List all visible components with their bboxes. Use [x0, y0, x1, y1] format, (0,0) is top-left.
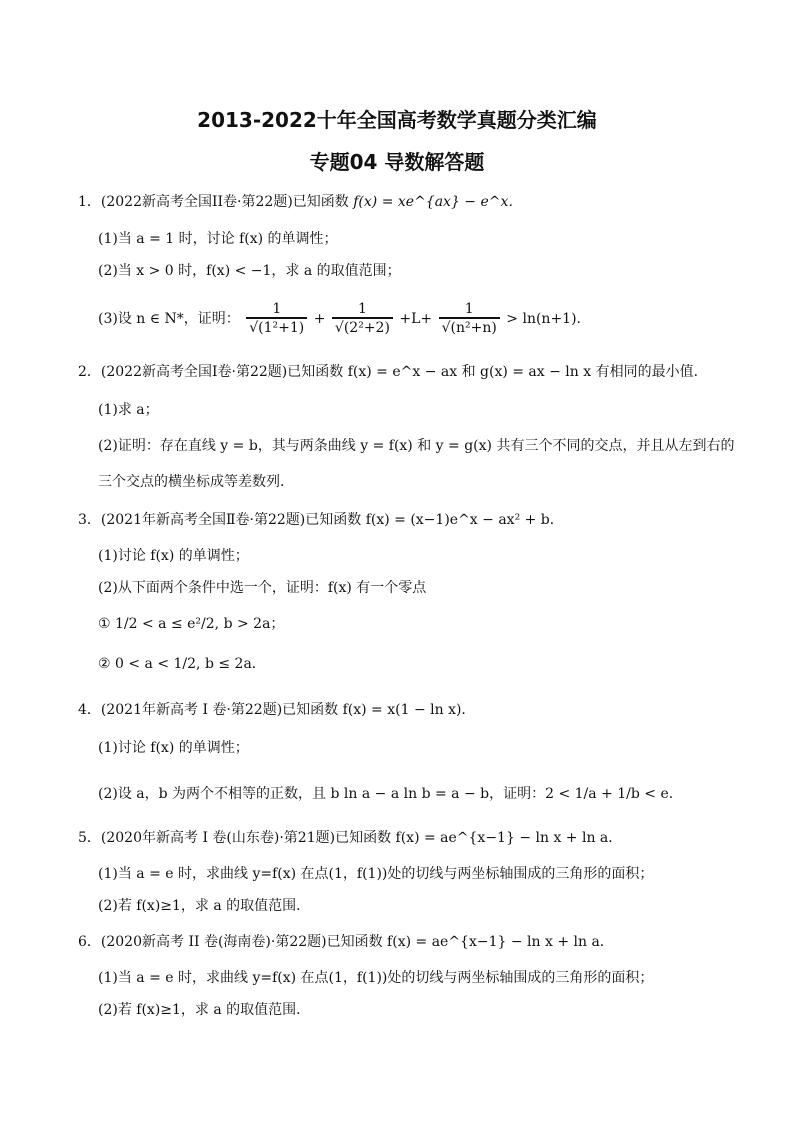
fraction-term-1 — [246, 301, 307, 337]
question-1-inequality-tail: > ln(n+1)． — [506, 311, 591, 327]
question-2-stem: 2．(2022新高考全国I卷·第22题)已知函数 f(x) = e^x − ax 和 g(x) = ax − ln x 有相同的最小值． — [78, 364, 708, 380]
fraction-term-n-numerator: 1 — [439, 301, 500, 318]
fraction-term-n — [439, 301, 500, 337]
fraction-term-2-numerator: 1 — [332, 301, 393, 318]
question-4-stem: 4．(2021年新高考 I 卷·第22题)已知函数 f(x) = x(1 − ln x)． — [78, 702, 476, 718]
fraction-term-2 — [332, 301, 393, 337]
document-subtitle: 专题04 导数解答题 — [309, 150, 485, 174]
question-6-stem: 6．(2020新高考 II 卷(海南卷)·第22题)已知函数 f(x) = ae^{x−1} − ln x + ln a． — [78, 934, 614, 950]
question-1-part-3-text: (3)设 n ∈ N*，证明： — [98, 311, 240, 327]
question-4-part-2: (2)设 a，b 为两个不相等的正数，且 b ln a − a ln b = a − b，证明：2 < 1/a + 1/b < e． — [98, 786, 683, 802]
question-1-ellipsis: +L+ — [399, 311, 433, 327]
question-2-part-2-cont: 三个交点的横坐标成等差数列． — [98, 474, 294, 490]
question-3-condition-1: ① 1/2 < a ≤ e²/2, b > 2a； — [98, 616, 285, 632]
question-2-part-2: (2)证明：存在直线 y = b，其与两条曲线 y = f(x) 和 y = g(x) 共有三个不同的交点，并且从左到右的 — [98, 438, 735, 454]
question-1-part-3: (3)设 n ∈ N*，证明： $\frac{1}{\text{√(1²+1)}}$ + $\frac{1}{\text{√(2²+2)}}$ +L+ $\frac{1}{\text{√(n²+n)}}$ > ln(n+1)． — [98, 301, 591, 336]
document-title: 2013-2022十年全国高考数学真题分类汇编 — [197, 108, 597, 132]
question-5-part-1: (1)当 a = e 时，求曲线 y=f(x) 在点(1，f(1))处的切线与两坐标轴围成的三角形的面积； — [98, 866, 654, 882]
question-1-part-2: (2)当 x > 0 时，f(x) < −1，求 a 的取值范围； — [98, 263, 401, 279]
question-5-stem: 5．(2020年新高考 I 卷(山东卷)·第21题)已知函数 f(x) = ae^{x−1} − ln x + ln a． — [78, 830, 623, 846]
question-1-part-1: (1)当 a = 1 时，讨论 f(x) 的单调性； — [98, 231, 338, 247]
question-1-stem-math: f(x) = xe^{ax} − e^x． — [353, 194, 523, 210]
question-4-part-1: (1)讨论 f(x) 的单调性； — [98, 740, 249, 756]
question-1-stem — [78, 192, 522, 212]
fraction-term-1-numerator: 1 — [246, 301, 307, 318]
question-3-stem: 3．(2021年新高考全国Ⅱ卷·第22题)已知函数 f(x) = (x−1)e^x − ax² + b． — [78, 512, 564, 528]
question-1-stem-text: 1．(2022新高考全国II卷·第22题)已知函数 — [78, 194, 349, 210]
question-5-part-2: (2)若 f(x)≥1，求 a 的取值范围． — [98, 898, 311, 914]
question-3-condition-2: ② 0 < a < 1/2, b ≤ 2a． — [98, 656, 266, 672]
fraction-term-1-denominator: √(1²+1) — [246, 318, 307, 337]
question-2-part-1: (1)求 a； — [98, 402, 159, 418]
question-3-part-1: (1)讨论 f(x) 的单调性； — [98, 548, 249, 564]
question-3-part-2: (2)从下面两个条件中选一个，证明：f(x) 有一个零点 — [98, 580, 427, 596]
fraction-term-n-denominator: √(n²+n) — [439, 318, 500, 337]
fraction-term-2-denominator: √(2²+2) — [332, 318, 393, 337]
question-6-part-2: (2)若 f(x)≥1，求 a 的取值范围． — [98, 1002, 311, 1018]
question-6-part-1: (1)当 a = e 时，求曲线 y=f(x) 在点(1，f(1))处的切线与两坐标轴围成的三角形的面积； — [98, 970, 654, 986]
